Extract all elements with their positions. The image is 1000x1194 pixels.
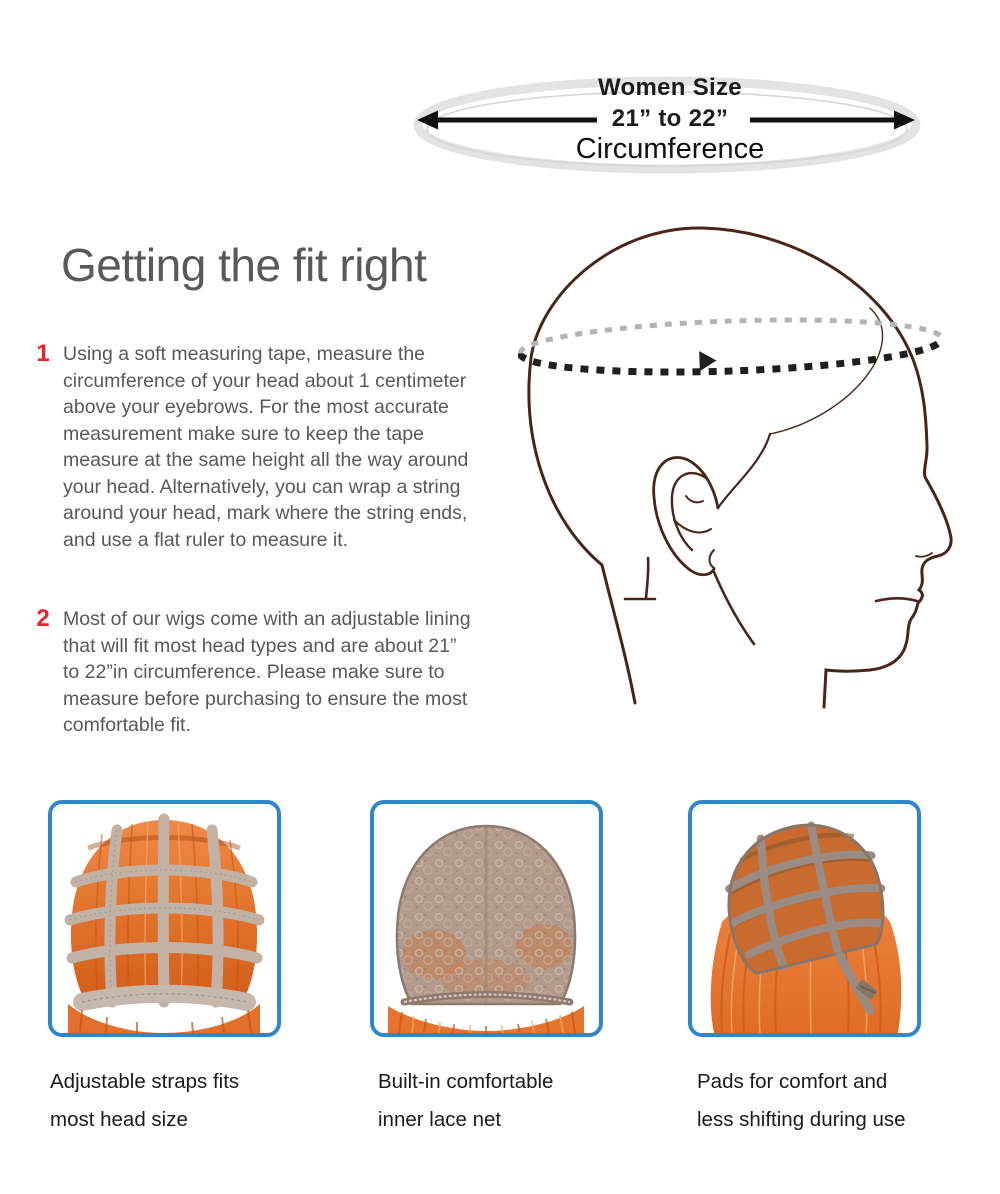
caption-line: most head size <box>50 1108 188 1131</box>
step-1-line: Using a soft measuring tape, measure the <box>63 343 426 365</box>
page-title: Getting the fit right <box>61 239 427 291</box>
wig-cap-side-pads-illustration <box>692 804 917 1033</box>
step-1-line: and use a flat ruler to measure it. <box>63 528 349 551</box>
head-profile-illustration <box>518 220 968 730</box>
size-badge <box>405 73 935 185</box>
caption-line: inner lace net <box>378 1108 502 1131</box>
feature-caption-comfort-pads <box>697 1063 949 1139</box>
wig-cap-lace-net-illustration <box>374 804 599 1033</box>
feature-caption-lace-net <box>378 1063 630 1139</box>
step-2-line: to 22”in circumference. Please make sure to <box>63 661 445 683</box>
step-1 <box>32 341 512 553</box>
step-2-text <box>63 606 471 739</box>
wig-cap-back-straps-illustration <box>52 804 277 1033</box>
caption-line: less shifting during use <box>697 1108 906 1131</box>
step-1-line: around your head, mark where the string ends, <box>63 502 468 524</box>
step-1-line: measurement make sure to keep the tape <box>63 422 424 445</box>
step-2-line: comfortable fit. <box>63 714 191 736</box>
step-2-number: 2 <box>36 605 50 632</box>
feature-image-comfort-pads <box>688 800 921 1037</box>
step-1-line: above your eyebrows. For the most accurate <box>63 396 449 418</box>
feature-image-adjustable-straps <box>48 800 281 1037</box>
step-2-line: measure before purchasing to ensure the most <box>63 687 468 710</box>
step-1-number: 1 <box>36 340 50 367</box>
size-badge-circumference-label: Circumference <box>575 133 765 165</box>
caption-line: Built-in comfortable <box>378 1070 554 1093</box>
step-2 <box>32 606 512 739</box>
feature-image-lace-net <box>370 800 603 1037</box>
step-1-line: your head. Alternatively, you can wrap a string <box>63 475 461 498</box>
step-1-line: measure at the same height all the way around <box>63 449 469 471</box>
step-1-line: circumference of your head about 1 centimeter <box>63 369 467 392</box>
step-1-text <box>63 341 468 553</box>
caption-line: Adjustable straps fits <box>50 1070 240 1093</box>
feature-caption-adjustable-straps <box>50 1063 302 1139</box>
size-badge-title: Women Size <box>598 74 742 101</box>
step-2-line: Most of our wigs come with an adjustable lining <box>63 608 471 630</box>
measuring-tape-icon <box>519 314 942 379</box>
step-2-line: that will fit most head types and are about 21” <box>63 634 457 657</box>
size-badge-range: 21” to 22” <box>611 105 729 132</box>
caption-line: Pads for comfort and <box>697 1070 888 1093</box>
